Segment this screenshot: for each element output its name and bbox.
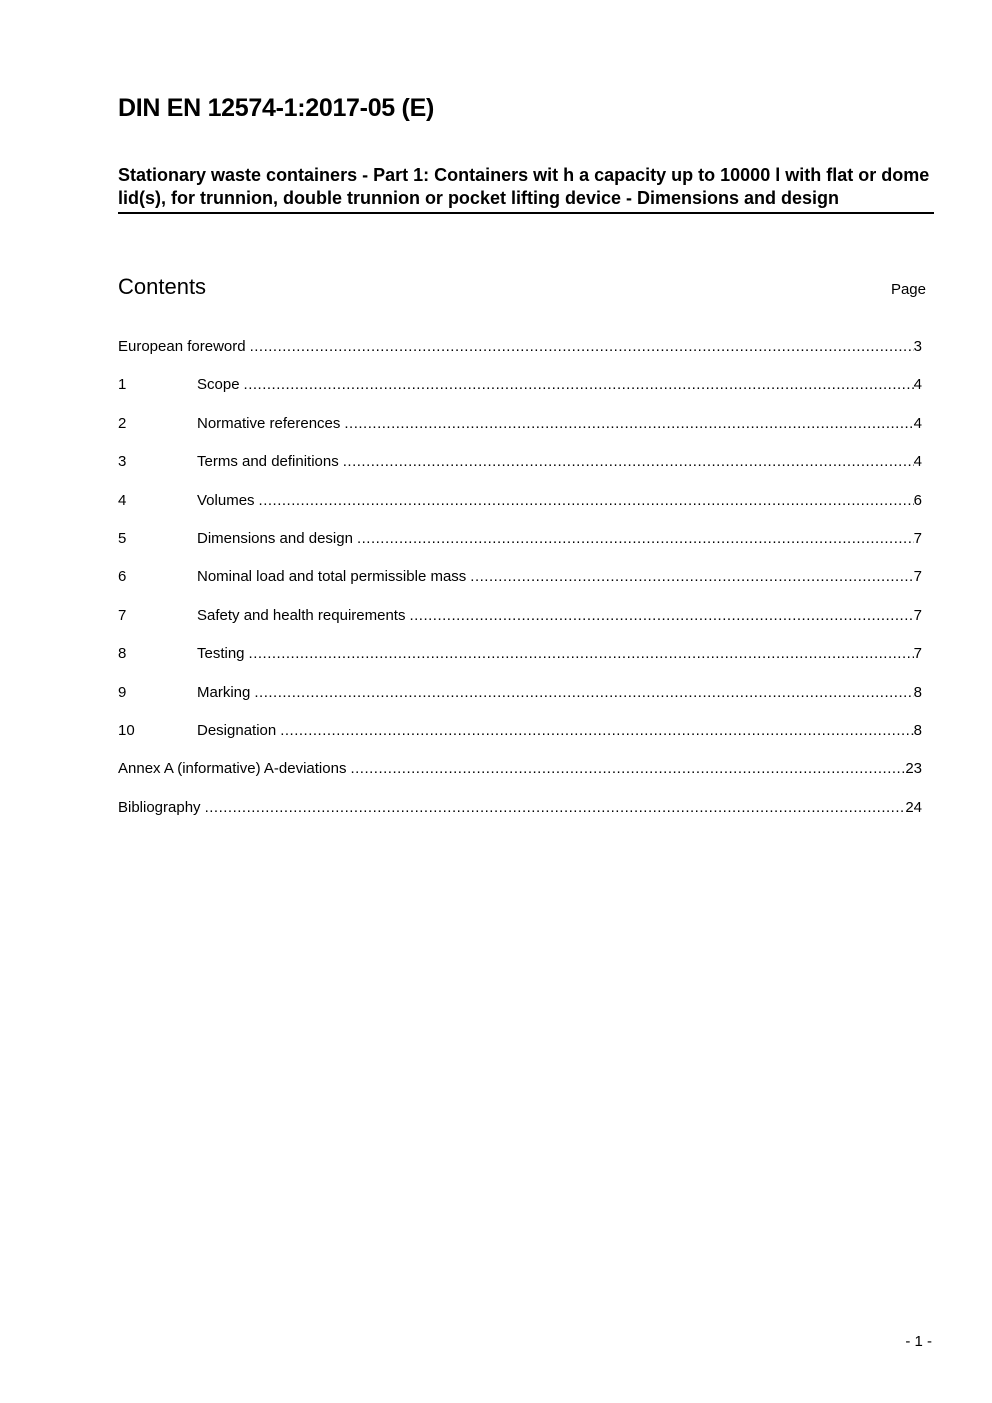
page-column-label: Page [890, 281, 926, 298]
toc-dot-leader [249, 645, 914, 662]
toc-entry-number: 9 [118, 683, 127, 701]
toc-entry-page: 8 [913, 721, 922, 739]
toc-entry-page: 4 [913, 453, 922, 471]
toc-entry-terms-and-definitions[interactable] [118, 453, 922, 491]
toc-entry-page: 4 [913, 376, 922, 394]
toc-entry-annex-a[interactable] [118, 760, 922, 798]
toc-entry-number: 10 [118, 721, 135, 739]
toc-entry-european-foreword[interactable] [118, 338, 922, 376]
toc-entry-number: 3 [118, 453, 127, 471]
document-id: DIN EN 12574-1:2017-05 (E) [118, 94, 434, 122]
toc-entry-number: 2 [118, 414, 127, 432]
toc-entry-page: 23 [905, 760, 922, 778]
toc-entry-title: Marking [197, 683, 251, 701]
toc-entry-nominal-load[interactable] [118, 568, 922, 606]
table-of-contents [118, 338, 922, 837]
toc-entry-page: 7 [913, 529, 922, 547]
toc-entry-page: 6 [913, 491, 922, 509]
toc-entry-title: Testing [197, 645, 245, 663]
toc-entry-page: 7 [913, 568, 922, 586]
toc-entry-normative-references[interactable] [118, 415, 922, 453]
toc-entry-testing[interactable] [118, 645, 922, 683]
toc-entry-title: Volumes [197, 491, 255, 509]
contents-heading: Contents [118, 274, 207, 299]
toc-dot-leader [259, 492, 914, 509]
toc-entry-safety-and-health[interactable] [118, 607, 922, 645]
toc-dot-leader [357, 530, 914, 547]
toc-dot-leader [250, 338, 914, 355]
toc-entry-page: 3 [913, 338, 922, 355]
toc-entry-number: 1 [118, 376, 127, 394]
toc-entry-title: Annex A (informative) A-deviations [118, 760, 347, 778]
toc-dot-leader [280, 722, 913, 739]
toc-entry-title: Terms and definitions [197, 453, 339, 471]
page-number: - 1 - [905, 1333, 932, 1350]
toc-entry-marking[interactable] [118, 684, 922, 722]
document-title: Stationary waste containers - Part 1: Containers wit h a capacity up to 10000 l with flat or dome lid(s), for trunnion, double trunnion or pocket lifting device - Dimensions and design [118, 164, 934, 214]
toc-dot-leader [205, 799, 906, 816]
toc-entry-number: 6 [118, 568, 127, 586]
toc-entry-number: 5 [118, 529, 127, 547]
toc-entry-title: Dimensions and design [197, 529, 353, 547]
toc-entry-scope[interactable] [118, 376, 922, 414]
toc-entry-title: Nominal load and total permissible mass [197, 568, 467, 586]
toc-entry-page: 7 [913, 606, 922, 624]
toc-entry-title: Normative references [197, 414, 341, 432]
toc-dot-leader [409, 607, 913, 624]
toc-entry-designation[interactable] [118, 722, 922, 760]
toc-entry-title: Designation [197, 721, 277, 739]
toc-dot-leader [344, 415, 913, 432]
toc-entry-page: 4 [913, 414, 922, 432]
toc-entry-number: 4 [118, 491, 127, 509]
toc-dot-leader [343, 453, 914, 470]
toc-entry-page: 24 [905, 798, 922, 816]
toc-dot-leader [254, 684, 913, 701]
toc-entry-title: Scope [197, 376, 240, 394]
toc-entry-title: Bibliography [118, 798, 201, 816]
toc-entry-page: 7 [913, 645, 922, 663]
toc-entry-number: 8 [118, 645, 127, 663]
toc-dot-leader [470, 568, 913, 585]
toc-dot-leader [350, 760, 905, 777]
toc-entry-bibliography[interactable] [118, 799, 922, 837]
toc-entry-volumes[interactable] [118, 492, 922, 530]
toc-entry-number: 7 [118, 606, 127, 624]
toc-entry-title: European foreword [118, 338, 246, 355]
toc-entry-dimensions-and-design[interactable] [118, 530, 922, 568]
toc-dot-leader [244, 376, 914, 393]
toc-entry-title: Safety and health requirements [197, 606, 406, 624]
toc-entry-page: 8 [913, 683, 922, 701]
